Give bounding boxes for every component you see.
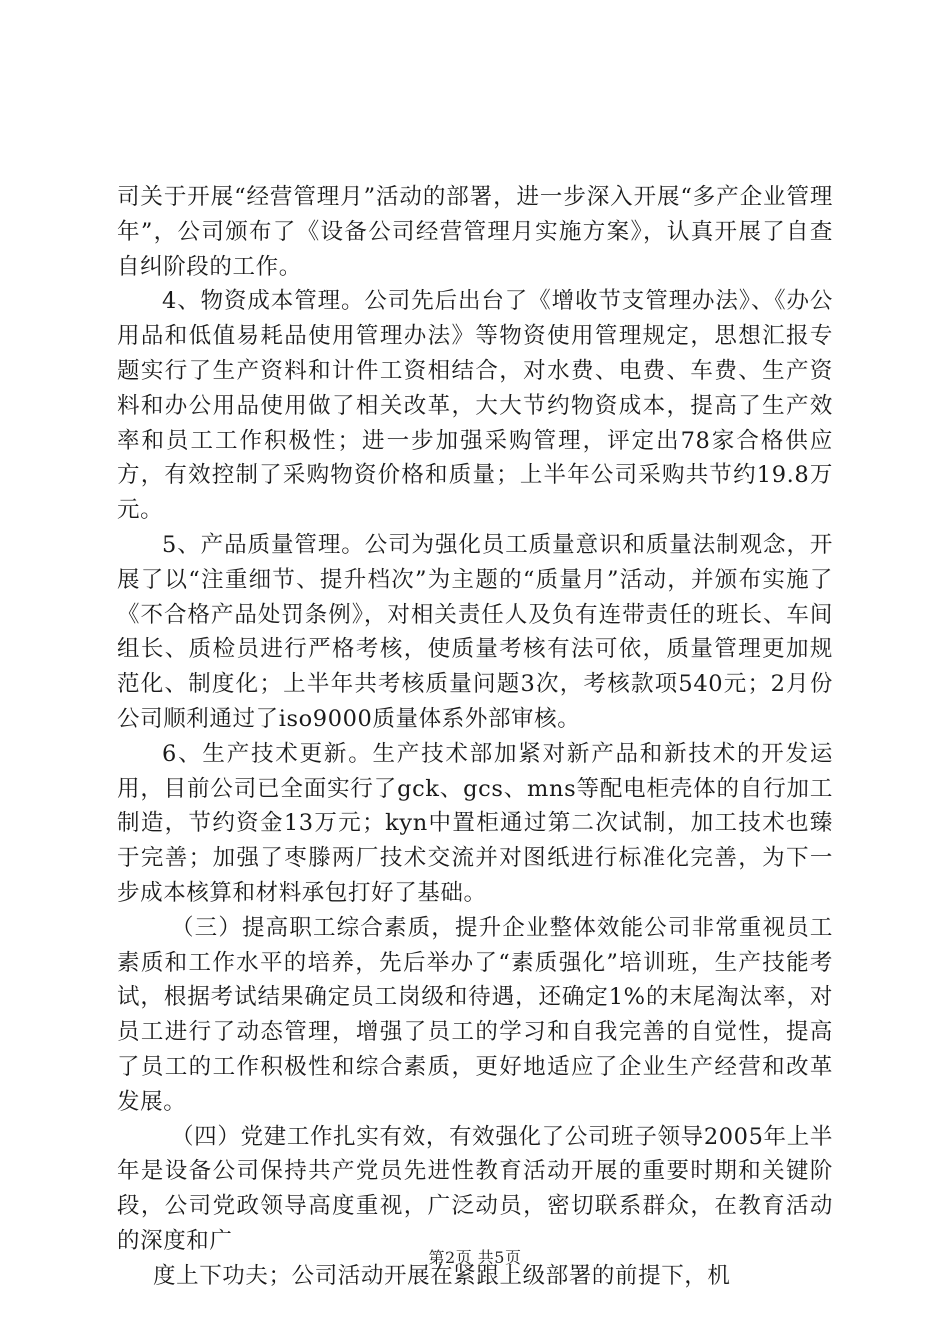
paragraph-material-cost: 4、物资成本管理。公司先后出台了《增收节支管理办法》、《办公用品和低值易耗品使用管理办法》等物资使用管理规定，思想汇报专题实行了生产资料和计件工资相结合，对水费、电费、车费、生产资料和办公用品使用做了相关改革，大大节约物资成本，提高了生产效率和员工工作积极性；进一步加强采购管理，评定出78家合格供应方，有效控制了采购物资价格和质量；上半年公司采购共节约19.8万元。 <box>117 288 833 524</box>
paragraph-party-building: （四）党建工作扎实有效，有效强化了公司班子领导2005年上半年是设备公司保持共产党员先进性教育活动开展的重要时期和关键阶段，公司党政领导高度重视，广泛动员，密切联系群众，在教育活动的深度和广 <box>117 1123 833 1254</box>
document-body <box>117 180 833 1294</box>
paragraph-tech-update: 6、生产技术更新。生产技术部加紧对新产品和新技术的开发运用，目前公司已全面实行了gck、gcs、mns等配电柜壳体的自行加工制造，节约资金13万元；kyn中置柜通过第二次试制，加工技术也臻于完善；加强了枣滕两厂技术交流并对图纸进行标准化完善，为下一步成本核算和材料承包打好了基础。 <box>117 740 833 906</box>
paragraph-trailing-line: 度上下功夫；公司活动开展在紧跟上级部署的前提下，机 <box>153 1262 731 1289</box>
page-number-footer: 第2页 共5页 <box>428 1248 522 1267</box>
paragraph-continuation: 司关于开展“经营管理月”活动的部署，进一步深入开展“多产企业管理年”，公司颁布了《设备公司经营管理月实施方案》，认真开展了自查自纠阶段的工作。 <box>117 184 833 280</box>
paragraph-staff-quality: （三）提高职工综合素质，提升企业整体效能公司非常重视员工素质和工作水平的培养，先后举办了“素质强化”培训班，生产技能考试，根据考试结果确定员工岗级和待遇，还确定1%的末尾淘汰率，对员工进行了动态管理，增强了员工的学习和自我完善的自觉性，提高了员工的工作积极性和综合素质，更好地适应了企业生产经营和改革发展。 <box>117 914 833 1115</box>
paragraph-product-quality: 5、产品质量管理。公司为强化员工质量意识和质量法制观念，开展了以“注重细节、提升档次”为主题的“质量月”活动，并颁布实施了《不合格产品处罚条例》，对相关责任人及负有连带责任的班长、车间组长、质检员进行严格考核，使质量考核有法可依，质量管理更加规范化、制度化；上半年共考核质量问题3次，考核款项540元；2月份公司顺利通过了iso9000质量体系外部审核。 <box>117 531 833 732</box>
